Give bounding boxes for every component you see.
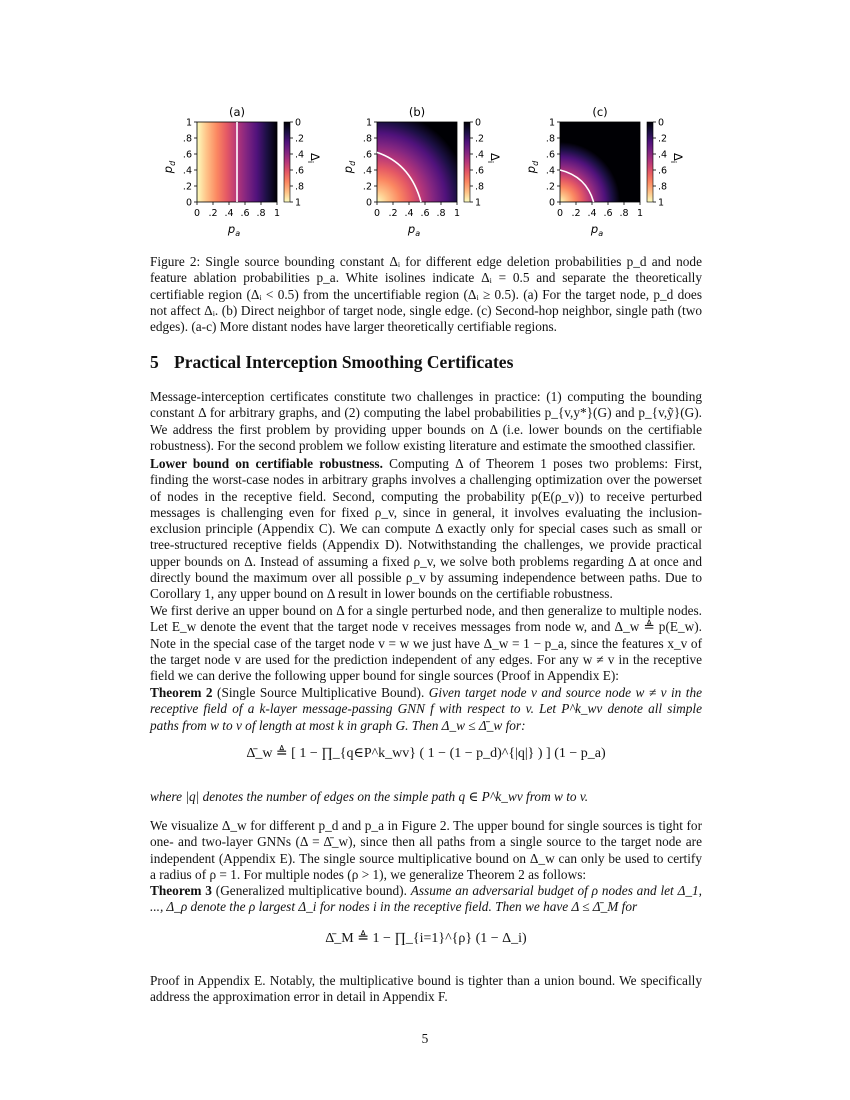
paragraph-intro: [150, 389, 702, 454]
colorbar-tick-label: 0: [295, 117, 302, 129]
equation-multiplicative-text: Δ̄_M ≜ 1 − ∏_{i=1}^{ρ} (1 − Δ_i): [325, 931, 527, 946]
theorem-3: [150, 883, 702, 916]
x-axis-label-sub: a: [598, 229, 604, 238]
colorbar-tick-label: 0: [658, 117, 665, 129]
panel-title: (b): [408, 105, 426, 119]
paragraph-visualize-text: We visualize Δ_w for different p_d and p_a in Figure 2. The upper bound for single sources is tight for one- and two-layer GNNs (Δ = Δ̄_w), since then all paths from a single source to the target node are independent (Appendix E). The single source multiplicative bound on Δ_w can only be used to certify a radius of ρ = 1. For multiple nodes (ρ > 1), we generalize Theorem 2 as follows:: [150, 818, 702, 882]
figure-2: [150, 100, 700, 250]
x-tick-label: .2: [208, 208, 218, 219]
y-tick-label: .8: [182, 133, 192, 145]
y-tick-label: .8: [362, 133, 372, 145]
paragraph-lower-bound: [150, 456, 702, 603]
theorem-2: [150, 685, 702, 734]
section-number: 5: [150, 352, 159, 372]
equation-multiplicative-bound: [150, 930, 702, 947]
colorbar-label-sub: i: [486, 160, 495, 164]
colorbar-label: $\Delta_i$: [669, 152, 685, 164]
paragraph-lower-bound-text: Computing Δ of Theorem 1 poses two problems: First, finding the worst-case nodes in arbitrary graphs involves a challenging optimization over the powerset of nodes in the receptive field. Second, computing the probability p(E(ρ_v)) to receive perturbed messages is challenging even for fixed ρ_v, since in general, it involves evaluating the inclusion-exclusion principle (Appendix C). We can compute Δ exactly only for special cases such as small or tree-structured receptive fields (Appendix D). Notwithstanding the challenges, we provide practical upper bounds on Δ. Instead of assuming a fixed ρ_v, we solve both problems regarding Δ at once and directly bound the maximum over all possible ρ_v by assuming independence between paths. Due to Corollary 1, any upper bound on Δ result in lower bounds on the certifiable robustness.: [150, 456, 703, 602]
paragraph-single-node-text: We first derive an upper bound on Δ for a single perturbed node, and then generalize to multiple nodes. Let E_w denote the event that the target node v receives messages from node w, and Δ_w ≜ p(E_w). Note in the special case of the target node v = w we just have Δ_w = 1 − p_a, since the features x_v of the target node v are used for the prediction independent of any edges. For any w ≠ v in the receptive field we can derive the following upper bound for single sources (Proof in Appendix E):: [150, 603, 702, 684]
colorbar-tick-label: .6: [475, 165, 485, 177]
colorbar-label: $\Delta_i$: [486, 152, 502, 164]
y-axis-label-sub: d: [348, 160, 357, 166]
y-tick-label: 0: [548, 197, 555, 209]
y-axis-label-sub: d: [531, 160, 540, 166]
colorbar: [647, 122, 653, 202]
theorem-3-name: (Generalized multiplicative bound).: [215, 883, 407, 898]
paragraph-proof: [150, 973, 702, 1006]
equation-single-source-bound: [150, 745, 702, 762]
colorbar-tick-label: .8: [658, 181, 668, 193]
colorbar-tick-label: .2: [475, 133, 485, 145]
x-tick-label: 0: [193, 208, 201, 219]
y-tick-label: 1: [185, 117, 192, 129]
x-axis-label-sub: a: [415, 229, 421, 238]
panel-title: (c): [592, 105, 608, 119]
x-tick-label: 0: [556, 208, 564, 219]
y-tick-label: .4: [362, 165, 372, 177]
y-tick-label: 1: [548, 117, 555, 129]
y-tick-label: .8: [545, 133, 555, 145]
colorbar-label-sub: i: [306, 160, 315, 164]
theorem-3-label: Theorem 3: [150, 883, 212, 898]
colorbar-tick-label: .8: [295, 181, 305, 193]
x-axis-label: $p_a$: [407, 222, 421, 238]
y-axis-label: $p_d$: [161, 160, 177, 174]
y-tick-label: .2: [182, 181, 192, 193]
page-number: 5: [421, 1031, 429, 1046]
figure-2-svg: [150, 100, 700, 250]
x-tick-label: .6: [603, 208, 613, 219]
section-title: Practical Interception Smoothing Certificates: [174, 352, 514, 372]
paragraph-visualize: [150, 818, 702, 883]
colorbar: [284, 122, 290, 202]
x-tick-label: .2: [571, 208, 581, 219]
colorbar-label: $\Delta_i$: [306, 152, 322, 164]
x-tick-label: 1: [636, 208, 644, 219]
colorbar-tick-label: .6: [658, 165, 668, 177]
y-tick-label: 0: [365, 197, 372, 209]
y-tick-label: .6: [362, 149, 372, 161]
x-tick-label: .6: [240, 208, 250, 219]
colorbar-tick-label: 0: [475, 117, 482, 129]
equation-single-source-text: Δ̄_w ≜ [ 1 − ∏_{q∈P^k_wv} ( 1 − (1 − p_d)^{|q|} ) ] (1 − p_a): [246, 746, 606, 761]
theorem-3-text: Assume an adversarial budget of ρ nodes and let Δ_1, ..., Δ_ρ denote the ρ largest Δ_i for nodes i in the receptive field. Then we have Δ ≤ Δ̄_M for: [150, 883, 702, 915]
x-tick-label: .8: [436, 208, 446, 219]
colorbar-tick-label: .8: [475, 181, 485, 193]
y-axis-label: $p_d$: [341, 160, 357, 174]
caption-text: Figure 2: Single source bounding constant Δᵢ for different edge deletion probabilities p_d and node feature ablation probabilities p_a. White isolines indicate Δᵢ = 0.5 and separate the theoretically certifiable region (Δᵢ < 0.5) from the uncertifiable region (Δᵢ ≥ 0.5). (a) For the target node, p_d does not affect Δᵢ. (b) Direct neighbor of target node, single edge. (c) Second-hop neighbor, single path (two edges). (a-c) More distant nodes have larger theoretically certifiable regions.: [150, 254, 702, 335]
x-tick-label: .4: [404, 208, 414, 219]
colorbar-tick-label: .4: [295, 149, 305, 161]
y-tick-label: .2: [362, 181, 372, 193]
colorbar-tick-label: .2: [295, 133, 305, 145]
x-tick-label: .2: [388, 208, 398, 219]
colorbar-tick-label: 1: [658, 197, 665, 209]
x-axis-label-sub: a: [235, 229, 241, 238]
x-axis-label: $p_a$: [227, 222, 241, 238]
paragraph-lower-bound-heading: Lower bound on certifiable robustness.: [150, 456, 383, 471]
y-axis-label-sub: d: [168, 160, 177, 166]
panel-title: (a): [228, 105, 246, 119]
colorbar: [464, 122, 470, 202]
theorem-2-tail: [150, 789, 702, 805]
colorbar-tick-label: .6: [295, 165, 305, 177]
y-tick-label: .4: [182, 165, 192, 177]
x-tick-label: 1: [453, 208, 461, 219]
colorbar-tick-label: .2: [658, 133, 668, 145]
y-axis-label: $p_d$: [524, 160, 540, 174]
paragraph-intro-text: Message-interception certificates constitute two challenges in practice: (1) computing the bounding constant Δ for arbitrary graphs, and (2) computing the label probabilities p_{v,y*}(G) and p_{v,ỹ}(G). We address the first problem by providing upper bounds on Δ (i.e. lower bounds on the certifiable robustness). For the second problem we follow existing literature and estimate the smoothed classifier.: [150, 389, 702, 453]
colorbar-tick-label: 1: [295, 197, 302, 209]
y-tick-label: 0: [185, 197, 192, 209]
heatmap-c: [560, 122, 640, 202]
theorem-2-label: Theorem 2: [150, 685, 213, 700]
theorem-2-tail-text: where |q| denotes the number of edges on the simple path q ∈ P^k_wv from w to v.: [150, 789, 589, 804]
y-tick-label: .2: [545, 181, 555, 193]
y-tick-label: 1: [365, 117, 372, 129]
x-tick-label: .8: [256, 208, 266, 219]
colorbar-tick-label: 1: [475, 197, 482, 209]
paragraph-proof-text: Proof in Appendix E. Notably, the multiplicative bound is tighter than a union bound. We specifically address the approximation error in detail in Appendix F.: [150, 973, 702, 1005]
y-tick-label: .4: [545, 165, 555, 177]
x-tick-label: 0: [373, 208, 381, 219]
colorbar-tick-label: .4: [475, 149, 485, 161]
section-heading: [150, 352, 513, 373]
x-tick-label: 1: [273, 208, 281, 219]
x-tick-label: .6: [420, 208, 430, 219]
x-tick-label: .4: [587, 208, 597, 219]
colorbar-label-sub: i: [669, 160, 678, 164]
y-tick-label: .6: [182, 149, 192, 161]
theorem-2-text: Given target node v and source node w ≠ v in the receptive field of a k-layer message-passing GNN f with respect to v. Let P^k_wv denote all simple paths from w to v of length at most k in graph G. Then Δ_w ≤ Δ̄_w for:: [150, 685, 702, 733]
x-axis-label: $p_a$: [590, 222, 604, 238]
theorem-2-name: (Single Source Multiplicative Bound).: [217, 685, 425, 700]
x-tick-label: .8: [619, 208, 629, 219]
paragraph-single-node: [150, 603, 702, 684]
x-tick-label: .4: [224, 208, 234, 219]
figure-caption: [150, 254, 702, 335]
y-tick-label: .6: [545, 149, 555, 161]
colorbar-tick-label: .4: [658, 149, 668, 161]
